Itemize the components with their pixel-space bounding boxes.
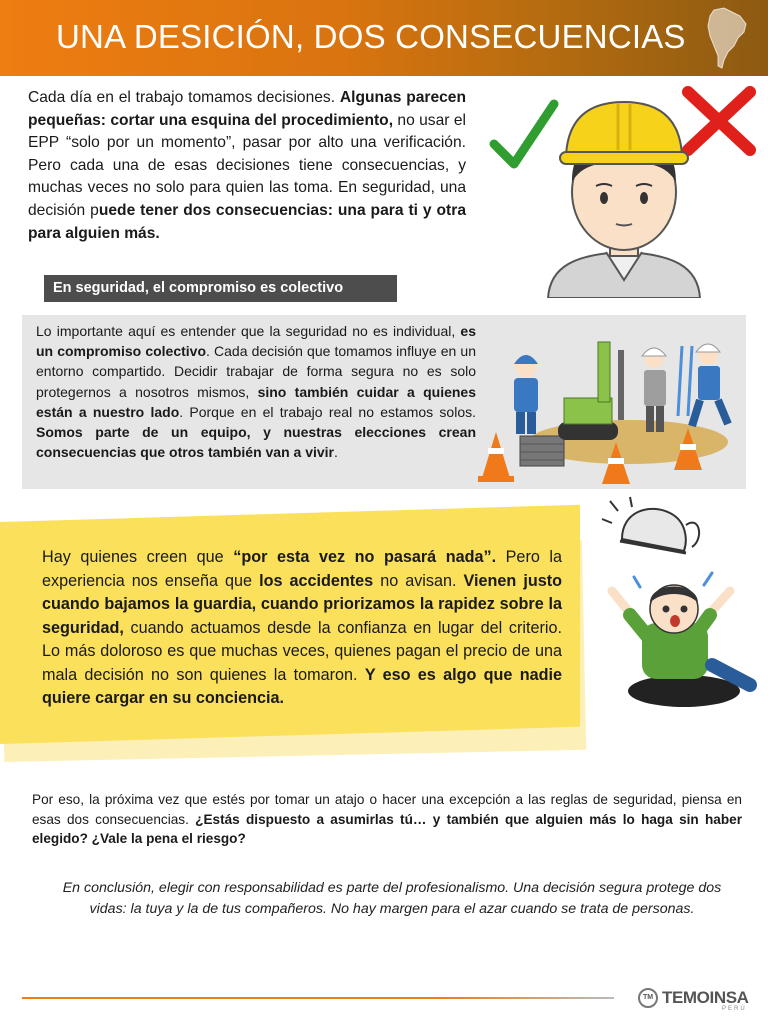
logo-name: TEMOINSA: [662, 988, 749, 1007]
south-america-map-icon: [700, 6, 752, 72]
logo-mark: TM: [638, 988, 658, 1008]
conclusion-paragraph: En conclusión, elegir con responsabilidad es parte del profesionalismo. Una decisión segura protege dos vidas: la tuya y la de tus compañeros. No hay margen para el azar cuando se trata de personas.: [62, 880, 722, 917]
cone-icon: [478, 432, 514, 482]
intro-paragraph: Cada día en el trabajo tomamos decisiones. Algunas parecen pequeñas: cortar una esquina del procedimiento, no usar el EPP “solo por un momento”, pasar por alto una verificación. Pero cada una de esas decisiones tiene consecuencias, y muchas veces no solo para quien las toma. En seguridad, una decisión puede tener dos consecuencias: una para ti y otra para alguien más.: [28, 89, 466, 242]
green-check-icon: [494, 104, 554, 164]
accident-paragraph: Hay quienes creen que “por esta vez no pasará nada”. Pero la experiencia nos enseña que los accidentes no avisan. Vienen justo cuando bajamos la guardia, cuando priorizamos la rapidez sobre la seguridad, cuando actuamos desde la confianza en lugar del criterio. Lo más doloroso es que muchas veces, quienes pagan el precio de una mala decisión no son quienes la tomaron. Y eso es algo que nadie quiere cargar en su conciencia.: [42, 548, 563, 707]
page-title: UNA DESICIÓN, DOS CONSECUENCIAS: [56, 18, 686, 55]
closing-paragraph: Por eso, la próxima vez que estés por tomar un atajo o hacer una excepción a las reglas de seguridad, piensa en esas dos consecuencias. ¿Estás dispuesto a asumirlas tú… y también que alguien más lo haga sin haber elegido? ¿Vale la pena el riesgo?: [32, 792, 742, 846]
collective-paragraph: Lo importante aquí es entender que la seguridad no es individual, es un compromiso colectivo. Cada decisión que tomamos influye en un entorno compartido. Decidir trabajar de forma segura no es solo protegernos a nosotros mismos, sino también cuidar a quienes están a nuestro lado. Porque en el trabajo real no estamos solos. Somos parte de un equipo, y nuestras elecciones crean consecuencias que otros también van a vivir.: [36, 323, 476, 461]
falling-helmet-icon: [602, 497, 699, 553]
construction-team-illustration: [478, 336, 740, 484]
company-logo: [638, 987, 762, 1013]
worker-helmet-illustration: [488, 84, 760, 298]
footer-divider: [22, 997, 614, 999]
header-banner: [0, 0, 768, 76]
logo-country: PERÚ: [722, 1006, 747, 1012]
red-x-icon: [688, 92, 750, 150]
falling-worker-illustration: [600, 495, 762, 713]
section-label-bar: En seguridad, el compromiso es colectivo: [44, 275, 397, 302]
